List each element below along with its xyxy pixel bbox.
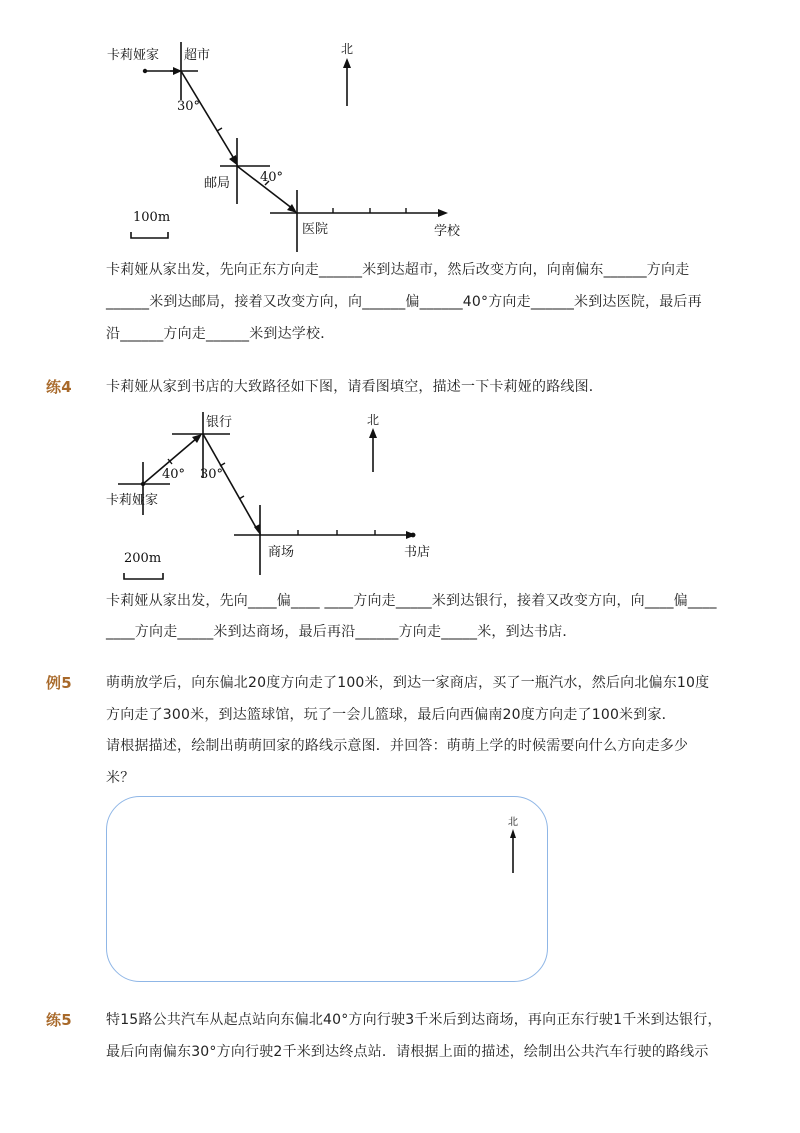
label-supermarket: 超市 — [184, 48, 211, 63]
label-bookstore: 书店 — [404, 545, 431, 560]
prac5-line2: 最后向南偏东30°方向行驶2千米到达终点站．请根据上面的描述，绘制出公共汽车行驶的路线示 — [106, 1044, 709, 1060]
prac5-line1: 特15路公共汽车从起点站向东偏北40°方向行驶3千米后到达商场，再向正东行驶1千米到达银行， — [106, 1012, 722, 1028]
ex4-line1: 卡莉娅从家出发，先向____偏____ ____方向走_____米到达银行，接着又改变方向，向____偏____ — [106, 593, 717, 609]
north-arrowhead — [510, 829, 516, 838]
ex4-intro: 卡莉娅从家到书店的大致路径如下图，请看图填空，描述一下卡莉娅的路线图． — [106, 379, 603, 395]
label-scale: 100m — [133, 210, 171, 225]
label-north: 北 — [508, 817, 518, 828]
prac5-label: 练5 — [46, 1011, 72, 1029]
ex4-label: 练4 — [46, 378, 72, 396]
ex5-line3: 请根据描述，绘制出萌萌回家的路线示意图．并回答：萌萌上学的时候需要向什么方向走多少 — [106, 738, 689, 754]
label-school: 学校 — [434, 224, 461, 239]
label-hospital: 医院 — [302, 222, 329, 237]
angle-supermarket: 30° — [177, 99, 201, 114]
text1-line2: ______米到达邮局，接着又改变方向，向______偏______40°方向走______米到达医院，最后再 — [106, 294, 702, 310]
label-home: 卡莉娅家 — [107, 48, 160, 63]
angle-bank: 30° — [200, 467, 224, 482]
angle-post: 40° — [260, 170, 284, 185]
angle-home: 40° — [162, 467, 186, 482]
label-north: 北 — [341, 42, 354, 56]
ex5-label: 例5 — [46, 674, 72, 692]
label-home: 卡莉娅家 — [106, 493, 159, 508]
ex5-line2: 方向走了300米，到达篮球馆，玩了一会儿篮球，最后向西偏南20度方向走了100米到家． — [106, 707, 676, 723]
label-post-office: 邮局 — [204, 176, 231, 191]
label-mall: 商场 — [268, 545, 295, 560]
ex5-line4: 米？ — [106, 770, 135, 786]
label-scale: 200m — [124, 551, 162, 566]
text1-line3: 沿______方向走______米到达学校． — [106, 326, 335, 342]
label-bank: 银行 — [206, 415, 233, 430]
label-north: 北 — [367, 413, 380, 427]
text1-line1: 卡莉娅从家出发，先向正东方向走______米到达超市，然后改变方向，向南偏东______方向走 — [106, 262, 690, 278]
ex4-line2: ____方向走_____米到达商场，最后再沿______方向走_____米，到达书店． — [106, 624, 577, 640]
ex5-line1: 萌萌放学后，向东偏北20度方向走了100米，到达一家商店，买了一瓶汽水，然后向北偏东10度 — [106, 675, 710, 691]
